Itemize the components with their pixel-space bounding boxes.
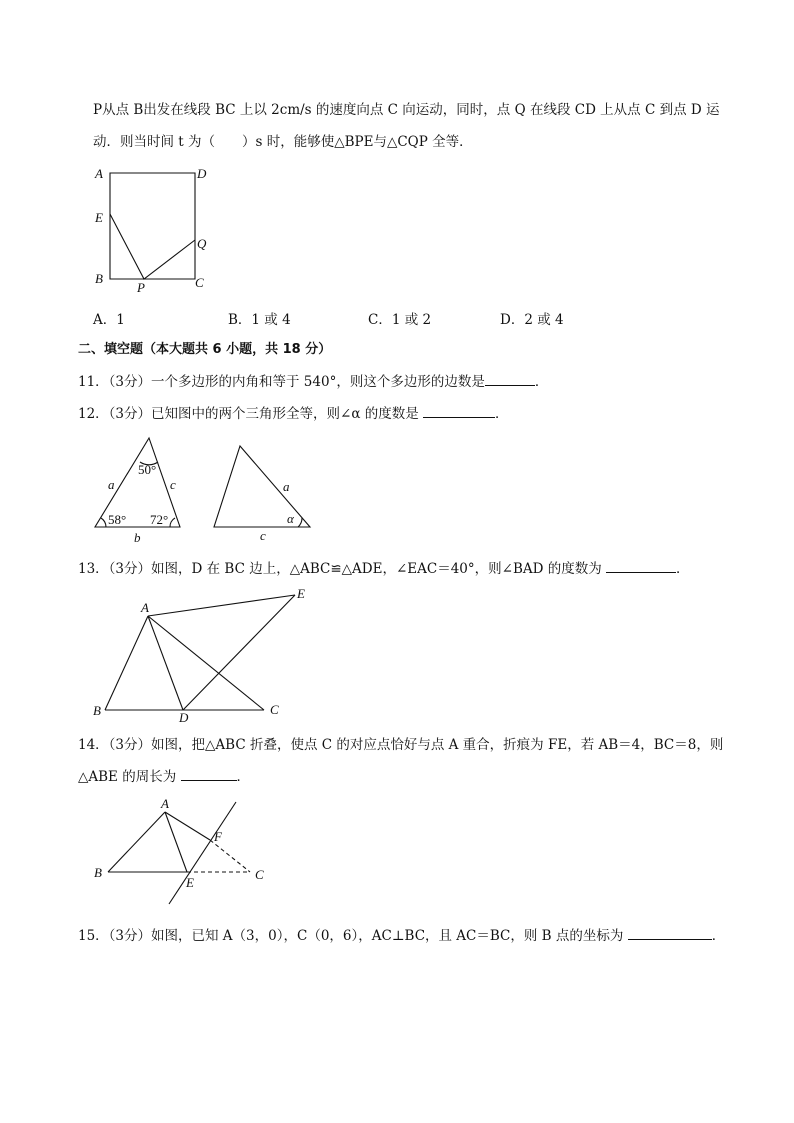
label-e: E	[95, 210, 103, 225]
label-c: C	[270, 702, 279, 717]
t2-side-a-label: a	[283, 479, 290, 494]
q12-end: ．	[495, 406, 509, 422]
segment-ab	[108, 812, 165, 872]
q14-text-line2: △ABE 的周长为	[78, 769, 177, 785]
label-c: C	[255, 867, 264, 882]
label-p: P	[137, 280, 145, 295]
label-q: Q	[197, 236, 207, 251]
angle-top-label: 50°	[138, 462, 157, 477]
q14-end: ．	[236, 769, 250, 785]
t2-side-c-label: c	[260, 528, 266, 543]
q10-text-line1: P从点 B出发在线段 BC 上以 2cm/s 的速度向点 C 向运动，同时，点 Q 在线段 CD 上从点 C 到点 D 运	[93, 102, 720, 118]
side-c-label: c	[170, 477, 176, 492]
fold-line-fe	[169, 802, 236, 904]
q11-text: 11．（3分）一个多边形的内角和等于 540°，则这个多边形的边数是	[78, 374, 485, 390]
q10-option-a: A．1	[93, 312, 125, 328]
label-a: A	[141, 600, 149, 615]
angle-right-label: 72°	[150, 512, 169, 527]
q14-text-line1: 14．（3分）如图，把△ABC 折叠，使点 C 的对应点恰好与点 A 重合，折痕为 FE，若 AB＝4，BC＝8，则	[78, 737, 724, 753]
q15-text: 15．（3分）如图，已知 A（3，0），C（0，6），AC⊥BC，且 AC＝BC，则 B 点的坐标为	[78, 928, 624, 944]
q15-line	[78, 925, 725, 946]
segment-ae	[165, 812, 187, 872]
label-a: A	[95, 166, 103, 181]
q10-option-b: B．1 或 4	[228, 312, 291, 328]
label-e: E	[297, 586, 305, 601]
label-b: B	[95, 271, 103, 286]
q10-option-c: C．1 或 2	[368, 312, 432, 328]
dashed-fc	[210, 840, 250, 872]
q13-text: 13．（3分）如图，D 在 BC 边上，△ABC≌△ADE，∠EAC＝40°，则∠BAD 的度数为	[78, 561, 602, 577]
label-e: E	[186, 875, 194, 890]
q10-option-d: D．2 或 4	[500, 312, 564, 328]
segment-af	[165, 812, 210, 840]
q13-end: ．	[676, 561, 690, 577]
q11-end: ．	[534, 374, 549, 390]
label-d: D	[179, 710, 189, 725]
side-b-label: b	[134, 530, 141, 545]
q12-text: 12．（3分）已知图中的两个三角形全等，则∠α 的度数是	[78, 406, 419, 422]
label-a: A	[161, 796, 169, 811]
label-f: F	[214, 829, 222, 844]
section-title: 二、填空题（本大题共 6 小题，共 18 分）	[78, 342, 332, 357]
label-d: D	[197, 166, 207, 181]
q15-end: ．	[711, 928, 726, 944]
angle-left-label: 58°	[108, 512, 127, 527]
label-b: B	[94, 865, 102, 880]
side-a-label: a	[108, 477, 115, 492]
label-b: B	[93, 703, 101, 718]
q10-text-line2: 动．则当时间 t 为（ ）s 时，能够使△BPE与△CQP 全等．	[93, 134, 473, 150]
label-c: C	[195, 275, 204, 290]
q15-answer-blank[interactable]	[628, 925, 712, 940]
t2-alpha-label: α	[287, 511, 294, 526]
